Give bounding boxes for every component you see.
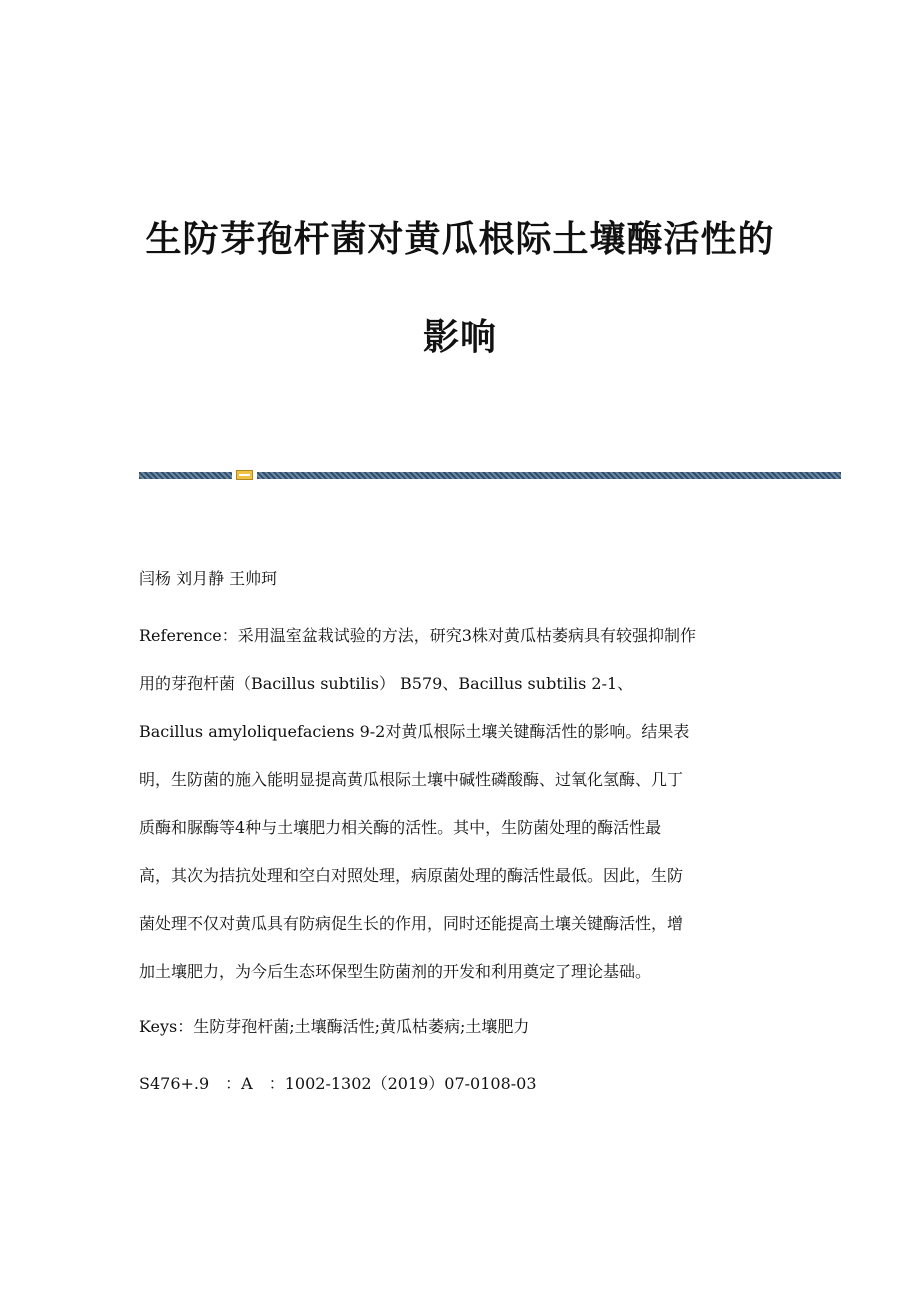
abstract-line: Bacillus amyloliquefaciens 9-2对黄瓜根际土壤关键酶活性的影响。结果表	[139, 722, 690, 741]
title-line-2: 影响	[422, 317, 497, 358]
abstract-line: 用的芽孢杆菌（Bacillus subtilis） B579、Bacillus subtilis 2-1、	[139, 674, 634, 693]
abstract-line: 明，生防菌的施入能明显提高黄瓜根际土壤中碱性磷酸酶、过氧化氢酶、几丁	[139, 770, 684, 789]
abstract-line: 质酶和脲酶等4种与土壤肥力相关酶的活性。其中，生防菌处理的酶活性最	[139, 818, 662, 837]
abstract-line: 高，其次为拮抗处理和空白对照处理，病原菌处理的酶活性最低。因此，生防	[139, 866, 684, 885]
divider-ornament-icon	[236, 470, 253, 480]
abstract-line: 加土壤肥力，为今后生态环保型生防菌剂的开发和利用奠定了理论基础。	[139, 962, 652, 981]
keywords: Keys：生防芽孢杆菌;土壤酶活性;黄瓜枯萎病;土壤肥力	[139, 1017, 530, 1036]
title-line-1: 生防芽孢杆菌对黄瓜根际土壤酶活性的	[145, 219, 775, 260]
abstract-line: 菌处理不仅对黄瓜具有防病促生长的作用，同时还能提高土壤关键酶活性，增	[139, 914, 684, 933]
divider-bar-left	[139, 472, 232, 479]
divider-bar-right	[257, 472, 841, 479]
title-divider	[139, 470, 841, 480]
abstract-line: Reference：采用温室盆栽试验的方法，研究3株对黄瓜枯萎病具有较强抑制作	[139, 626, 696, 645]
abstract	[139, 624, 779, 1008]
authors: 闫杨 刘月静 王帅珂	[139, 569, 278, 588]
classification-code: S476+.9 ：A ：1002-1302（2019）07-0108-03	[139, 1074, 537, 1093]
